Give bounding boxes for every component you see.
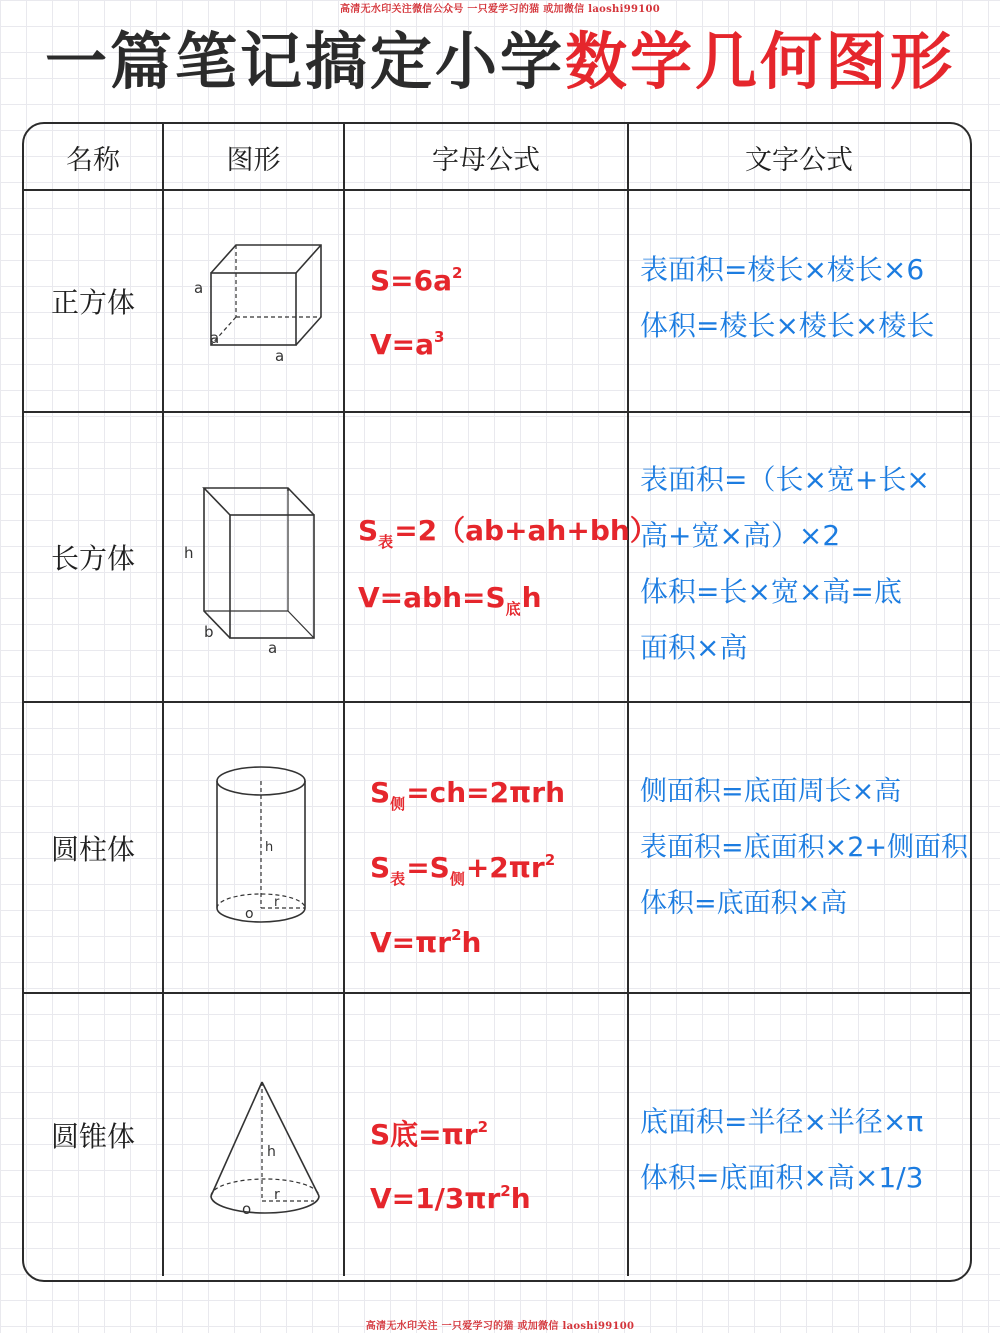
- cone-text-line-2: 体积=底面积×高×1/3: [640, 1161, 924, 1194]
- cylinder-text-formulas: [640, 764, 968, 932]
- cylinder-text-line-3: 体积=底面积×高: [640, 888, 848, 919]
- cylinder-lateral-formula: $S_侧=ch=2\pi rh$: [370, 776, 566, 813]
- cylinder-label-o: o: [245, 906, 254, 922]
- cube-label-a-width: a: [275, 347, 285, 365]
- cuboid-letter-formulas: [358, 503, 658, 637]
- cylinder-volume-formula: $V=\pi r^2h$: [370, 926, 482, 959]
- cuboid-label-a: a: [268, 639, 278, 657]
- watermark-top: 高清无水印关注微信公众号 一只爱学习的猫 或加微信 laoshi99100: [340, 4, 660, 15]
- cube-text-formulas: [640, 242, 934, 354]
- header-text-formula: 文字公式: [745, 145, 853, 176]
- cylinder-label-r: r: [274, 895, 280, 910]
- cuboid-label-b: b: [204, 623, 214, 641]
- cylinder-text-line-1: 侧面积=底面周长×高: [640, 776, 902, 807]
- cuboid-text-line-1: 表面积=（长×宽+长×: [640, 463, 930, 496]
- row-name-cylinder: 圆柱体: [50, 832, 135, 866]
- cylinder-letter-formulas: [370, 765, 565, 971]
- cone-text-formulas: [640, 1094, 923, 1206]
- cuboid-text-line-4: 面积×高: [640, 631, 748, 664]
- cone-label-o: o: [242, 1200, 252, 1218]
- cube-label-a-depth: a: [210, 329, 220, 347]
- watermark-bottom: 高清无水印关注 一只爱学习的猫 或加微信 laoshi99100: [365, 1321, 635, 1332]
- row-name-cuboid: 长方体: [50, 542, 135, 575]
- cuboid-text-line-2: 高+宽×高）×2: [640, 519, 841, 552]
- cuboid-text-line-3: 体积=长×宽×高=底: [640, 575, 902, 608]
- title-part-red: 数学几何图形: [565, 25, 956, 98]
- cuboid-volume-formula: $V=abh=S_底h$: [358, 581, 542, 618]
- title-part-dark: 一篇笔记搞定小学: [44, 25, 565, 98]
- row-name-cone: 圆锥体: [50, 1120, 135, 1153]
- cone-text-line-1: 底面积=半径×半径×π: [640, 1105, 924, 1138]
- cuboid-diagram: [164, 413, 343, 701]
- cone-base-formula: S底$=\pi r^2$: [370, 1118, 489, 1151]
- cylinder-surface-formula: $S_表=S_侧+2\pi r^2$: [370, 851, 556, 888]
- cylinder-text-line-2: 表面积=底面积×2+侧面积: [640, 832, 969, 863]
- cone-label-h: h: [267, 1144, 276, 1160]
- cylinder-diagram: [164, 703, 343, 992]
- cuboid-label-h: h: [184, 544, 194, 562]
- cube-diagram: [164, 191, 343, 411]
- cube-text-line-2: 体积=棱长×棱长×棱长: [640, 309, 935, 342]
- cube-label-a-height: a: [194, 279, 204, 297]
- cone-volume-formula: $V=1/3\pi r^2h$: [370, 1182, 531, 1215]
- cube-letter-formulas: [370, 245, 462, 373]
- cube-volume-formula: $V=a^3$: [370, 328, 445, 361]
- cone-label-r: r: [274, 1187, 280, 1203]
- cuboid-surface-formula: $S_表=2(ab+ah+bh)$: [358, 514, 658, 551]
- col-divider-2: [343, 124, 345, 1276]
- cube-surface-formula: $S=6a^2$: [370, 264, 463, 297]
- header-name: 名称: [66, 145, 120, 176]
- cube-text-line-1: 表面积=棱长×棱长×6: [640, 253, 925, 286]
- cone-diagram: [164, 994, 343, 1276]
- col-divider-3: [627, 124, 629, 1276]
- header-shape: 图形: [226, 145, 281, 176]
- cuboid-text-formulas: [640, 452, 930, 676]
- page-title: [0, 22, 1000, 102]
- cylinder-label-h: h: [265, 840, 274, 855]
- row-name-cube: 正方体: [50, 286, 135, 319]
- cone-letter-formulas: [370, 1099, 531, 1227]
- header-letter-formula: 字母公式: [432, 145, 540, 176]
